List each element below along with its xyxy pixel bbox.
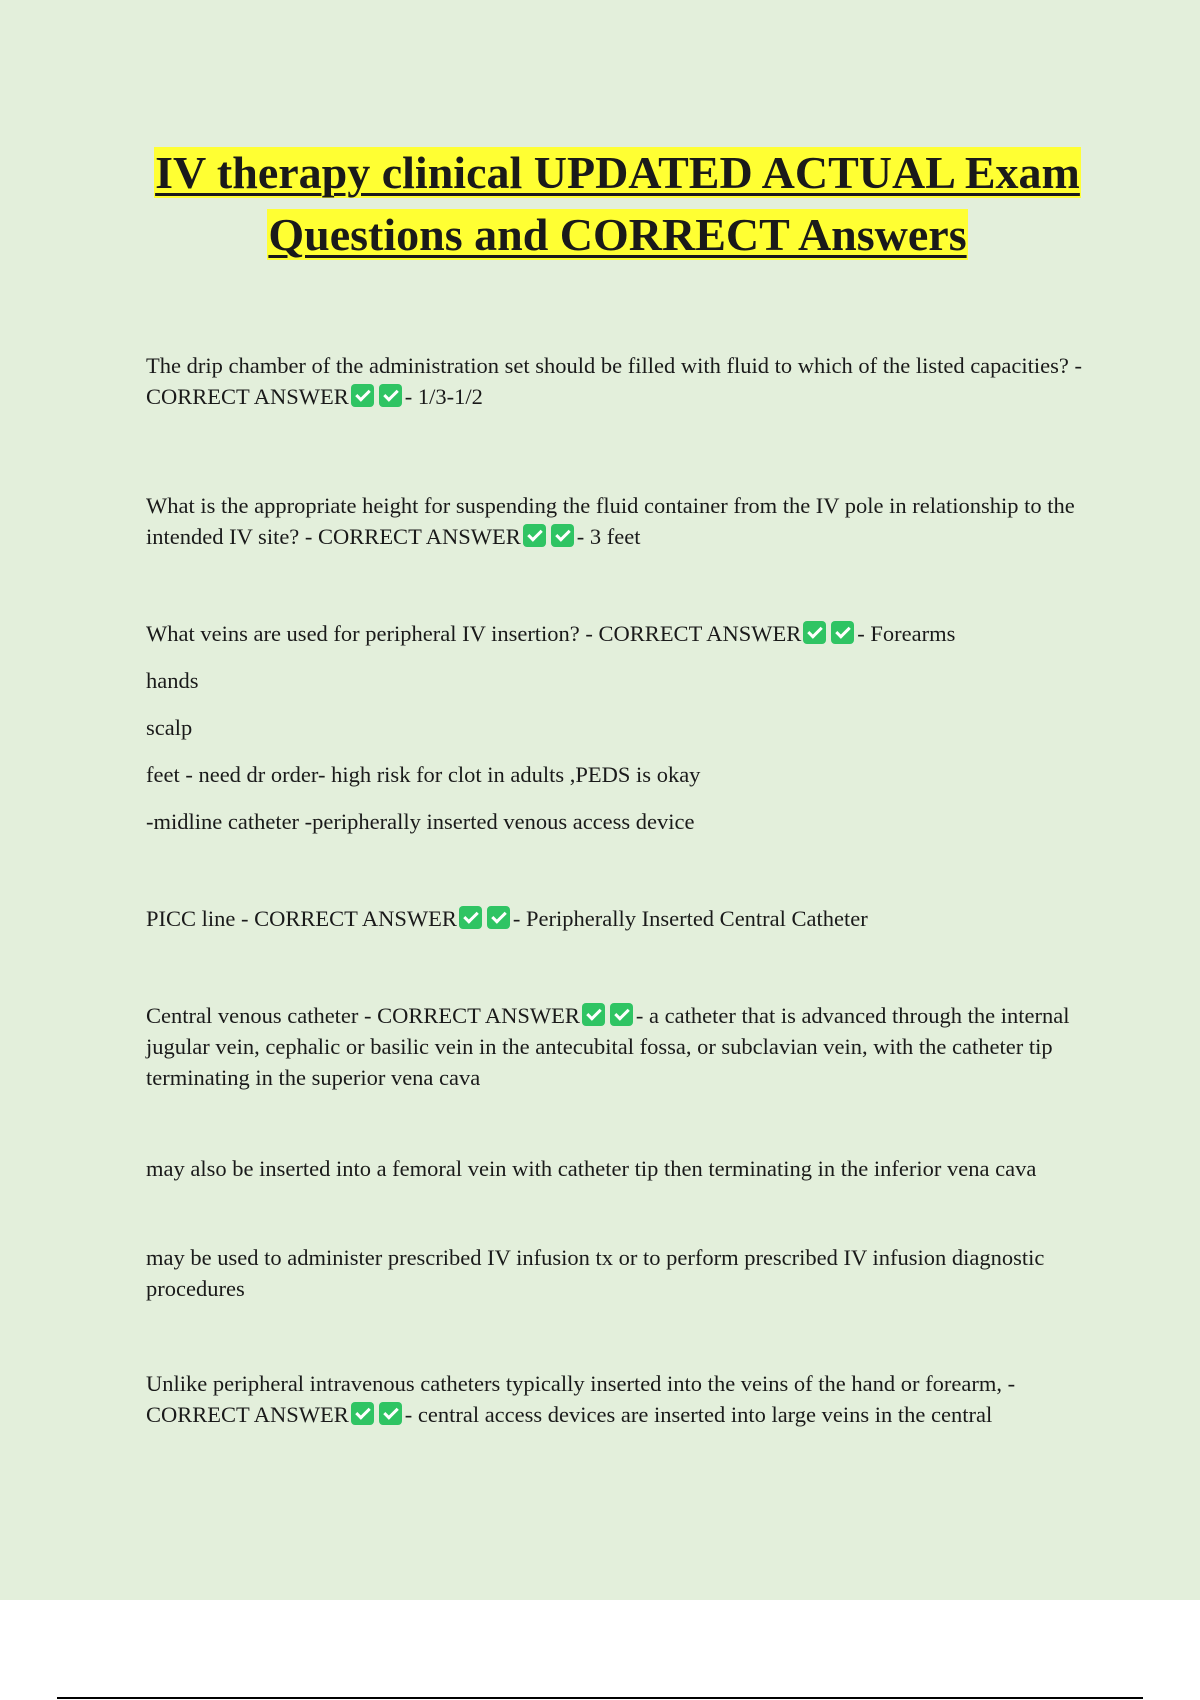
question-text: PICC line -	[146, 906, 255, 931]
check-icon	[831, 621, 854, 644]
qa-line	[146, 618, 1096, 649]
qa-item	[146, 618, 1096, 837]
answer-marker: CORRECT ANSWER	[598, 621, 802, 646]
question-text: What veins are used for peripheral IV insertion? -	[146, 621, 599, 646]
answer-marker: CORRECT ANSWER	[146, 384, 349, 409]
document-title	[130, 142, 1105, 266]
answer-text: - central access devices are inserted into large veins in the central	[404, 1402, 993, 1427]
answer-marker: CORRECT ANSWER	[254, 906, 457, 931]
question-text: What is the appropriate height for suspending the fluid container from the IV pole in relationship to the intended IV site? -	[146, 493, 1075, 549]
check-icon	[351, 1402, 374, 1425]
question-text: Central venous catheter -	[146, 1003, 378, 1028]
question-text: Unlike peripheral intravenous catheters typically inserted into the veins of the hand or forearm, -	[146, 1371, 1016, 1396]
check-icon	[610, 1003, 633, 1026]
qa-item	[146, 1000, 1096, 1093]
qa-item	[146, 903, 1096, 934]
check-icon	[523, 524, 546, 547]
check-icon	[351, 384, 374, 407]
answer-line: scalp	[146, 715, 193, 740]
title-text: IV therapy clinical UPDATED ACTUAL Exam Questions and CORRECT Answers	[155, 147, 1080, 260]
qa-item	[146, 490, 1096, 552]
check-icon	[551, 524, 574, 547]
qa-item	[146, 350, 1096, 412]
answer-marker: CORRECT ANSWER	[146, 1402, 349, 1427]
footer-divider	[57, 1697, 1143, 1699]
answer-text: - Forearms	[857, 621, 956, 646]
answer-text: - 3 feet	[576, 524, 641, 549]
answer-line: -midline catheter -peripherally inserted venous access device	[146, 809, 695, 834]
check-icon	[459, 906, 482, 929]
check-icon	[803, 621, 826, 644]
answer-marker: CORRECT ANSWER	[318, 524, 521, 549]
note-paragraph: may be used to administer prescribed IV infusion tx or to perform prescribed IV infusion diagnostic procedures	[146, 1245, 1045, 1301]
question-text: The drip chamber of the administration set should be filled with fluid to which of the listed capacities? -	[146, 353, 1082, 378]
qa-item	[146, 1368, 1096, 1430]
answer-text: - a catheter that is advanced through the internal jugular vein, cephalic or basilic vein in the antecubital fossa, or subclavian vein, with the catheter tip terminating in the superior vena cava	[146, 1003, 1070, 1090]
answer-text: - Peripherally Inserted Central Catheter	[512, 906, 868, 931]
answer-text: - 1/3-1/2	[404, 384, 483, 409]
check-icon	[582, 1003, 605, 1026]
note-paragraph: may also be inserted into a femoral vein with catheter tip then terminating in the inferior vena cava	[146, 1156, 1037, 1181]
check-icon	[379, 1402, 402, 1425]
answer-line: feet - need dr order- high risk for clot in adults ,PEDS is okay	[146, 762, 701, 787]
check-icon	[487, 906, 510, 929]
answer-line: hands	[146, 668, 199, 693]
check-icon	[379, 384, 402, 407]
answer-marker: CORRECT ANSWER	[377, 1003, 580, 1028]
document-body	[146, 350, 1096, 1430]
